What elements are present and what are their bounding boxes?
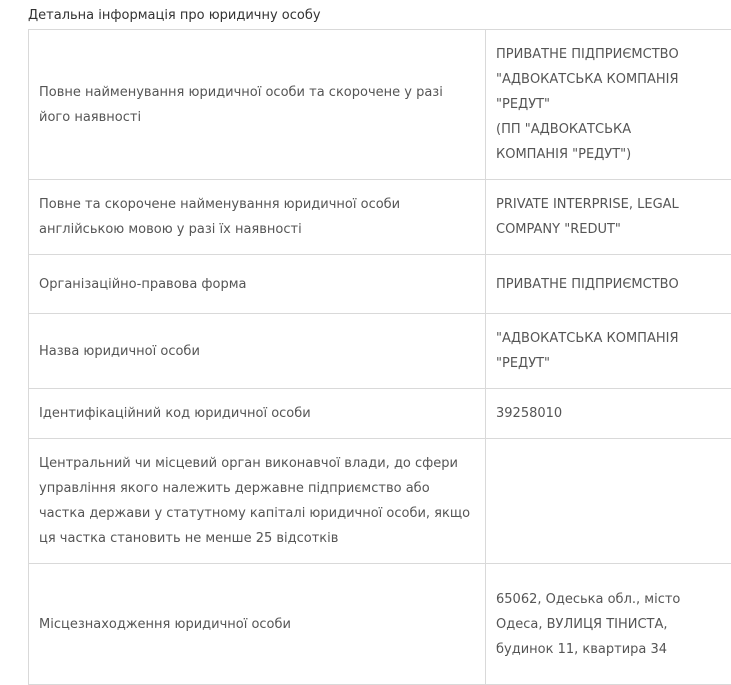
value-line: "РЕДУТ" xyxy=(496,92,722,117)
row-label: Ідентифікаційний код юридичної особи xyxy=(29,389,486,439)
row-value xyxy=(486,30,731,180)
row-value xyxy=(486,439,731,564)
row-label: Повне та скорочене найменування юридичної особи англійською мовою у разі їх наявності xyxy=(29,180,486,255)
value-line: COMPANY "REDUT" xyxy=(496,217,722,242)
page-title: Детальна інформація про юридичну особу xyxy=(28,8,321,23)
value-line: PRIVATE INTERPRISE, LEGAL xyxy=(496,192,722,217)
table-row xyxy=(29,564,731,685)
value-line: "АДВОКАТСЬКА КОМПАНІЯ xyxy=(496,326,722,351)
row-value xyxy=(486,314,731,389)
value-line: "АДВОКАТСЬКА КОМПАНІЯ xyxy=(496,67,722,92)
table-row xyxy=(29,389,731,439)
row-label: Центральний чи місцевий орган виконавчої влади, до сфери управління якого належить державне підприємство або частка держави у статутному капіталі юридичної особи, якщо ця частка становить не менше 25 відсотків xyxy=(29,439,486,564)
value-line: Одеса, ВУЛИЦЯ ТІНИСТА, xyxy=(496,612,722,637)
row-label: Місцезнаходження юридичної особи xyxy=(29,564,486,685)
table-row xyxy=(29,255,731,314)
row-value xyxy=(486,255,731,314)
value-line: 39258010 xyxy=(496,401,722,426)
table-row xyxy=(29,314,731,389)
value-line: 65062, Одеська обл., місто xyxy=(496,587,722,612)
table-row xyxy=(29,30,731,180)
legal-entity-info-table xyxy=(28,29,731,685)
row-label: Назва юридичної особи xyxy=(29,314,486,389)
value-line: КОМПАНІЯ "РЕДУТ") xyxy=(496,142,722,167)
table-row xyxy=(29,439,731,564)
value-line: (ПП "АДВОКАТСЬКА xyxy=(496,117,722,142)
row-label: Організаційно-правова форма xyxy=(29,255,486,314)
value-line: ПРИВАТНЕ ПІДПРИЄМСТВО xyxy=(496,42,722,67)
table-row xyxy=(29,180,731,255)
value-line: "РЕДУТ" xyxy=(496,351,722,376)
row-value xyxy=(486,180,731,255)
value-line: будинок 11, квартира 34 xyxy=(496,637,722,662)
row-value xyxy=(486,564,731,685)
row-label: Повне найменування юридичної особи та скорочене у разі його наявності xyxy=(29,30,486,180)
row-value xyxy=(486,389,731,439)
value-line: ПРИВАТНЕ ПІДПРИЄМСТВО xyxy=(496,272,722,297)
